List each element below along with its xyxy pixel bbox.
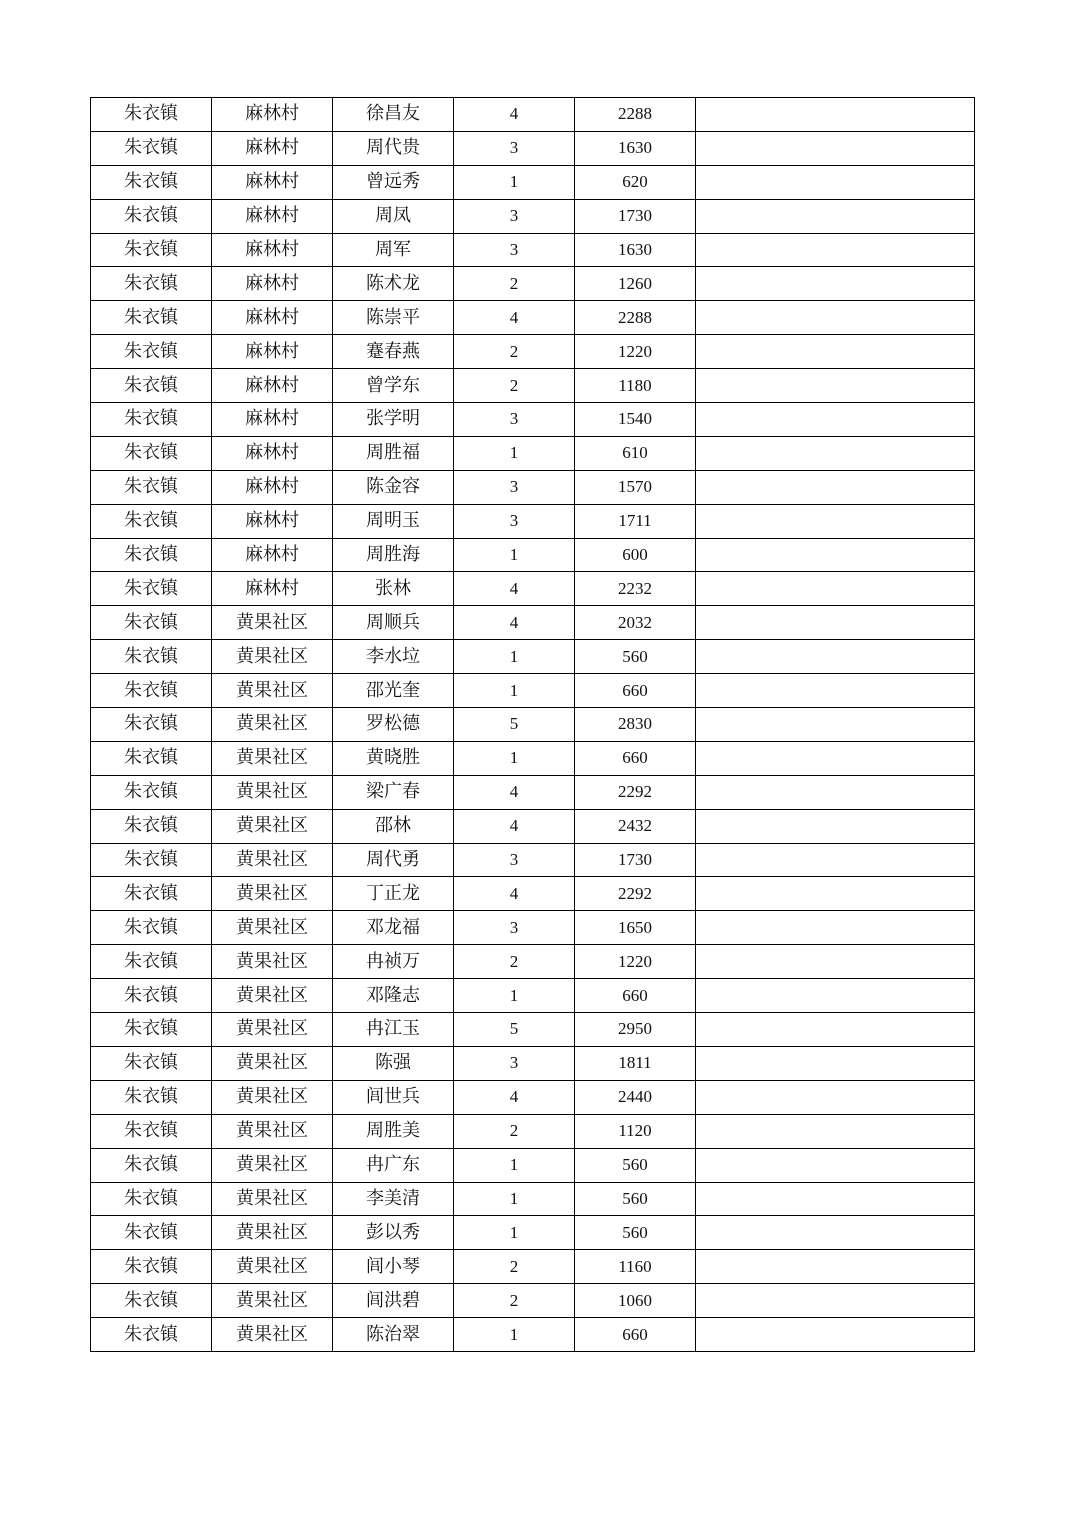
note-cell (696, 504, 975, 538)
note-cell (696, 809, 975, 843)
household-size-cell: 1 (454, 1182, 575, 1216)
household-size-cell: 3 (454, 843, 575, 877)
household-size-cell: 4 (454, 775, 575, 809)
town-cell: 朱衣镇 (91, 233, 212, 267)
household-size-cell: 3 (454, 199, 575, 233)
name-cell: 张学明 (333, 403, 454, 437)
amount-cell: 1730 (575, 199, 696, 233)
town-cell: 朱衣镇 (91, 301, 212, 335)
town-cell: 朱衣镇 (91, 1182, 212, 1216)
amount-cell: 1260 (575, 267, 696, 301)
name-cell: 陈金容 (333, 470, 454, 504)
village-cell: 麻林村 (212, 504, 333, 538)
table-row (91, 877, 975, 911)
town-cell: 朱衣镇 (91, 403, 212, 437)
table-row (91, 708, 975, 742)
amount-cell: 660 (575, 741, 696, 775)
table-row (91, 979, 975, 1013)
table-row (91, 674, 975, 708)
amount-cell: 2232 (575, 572, 696, 606)
amount-cell: 2950 (575, 1013, 696, 1047)
table-row (91, 267, 975, 301)
town-cell: 朱衣镇 (91, 809, 212, 843)
name-cell: 曾学东 (333, 369, 454, 403)
village-cell: 麻林村 (212, 301, 333, 335)
note-cell (696, 131, 975, 165)
village-cell: 麻林村 (212, 98, 333, 132)
note-cell (696, 538, 975, 572)
table-row (91, 1114, 975, 1148)
amount-cell: 2292 (575, 775, 696, 809)
household-size-cell: 2 (454, 1284, 575, 1318)
table-row (91, 1080, 975, 1114)
town-cell: 朱衣镇 (91, 369, 212, 403)
name-cell: 周顺兵 (333, 606, 454, 640)
note-cell (696, 979, 975, 1013)
amount-cell: 1180 (575, 369, 696, 403)
note-cell (696, 1284, 975, 1318)
village-cell: 麻林村 (212, 335, 333, 369)
note-cell (696, 606, 975, 640)
note-cell (696, 741, 975, 775)
note-cell (696, 640, 975, 674)
town-cell: 朱衣镇 (91, 1013, 212, 1047)
name-cell: 邓隆志 (333, 979, 454, 1013)
note-cell (696, 301, 975, 335)
household-size-cell: 4 (454, 877, 575, 911)
name-cell: 黄晓胜 (333, 741, 454, 775)
amount-cell: 2032 (575, 606, 696, 640)
amount-cell: 1540 (575, 403, 696, 437)
town-cell: 朱衣镇 (91, 979, 212, 1013)
household-size-cell: 1 (454, 1318, 575, 1352)
note-cell (696, 1080, 975, 1114)
name-cell: 罗松德 (333, 708, 454, 742)
household-size-cell: 4 (454, 98, 575, 132)
town-cell: 朱衣镇 (91, 131, 212, 165)
village-cell: 黄果社区 (212, 606, 333, 640)
name-cell: 李美清 (333, 1182, 454, 1216)
household-size-cell: 1 (454, 741, 575, 775)
table-row (91, 1148, 975, 1182)
note-cell (696, 403, 975, 437)
town-cell: 朱衣镇 (91, 165, 212, 199)
roster-table (90, 97, 975, 1352)
town-cell: 朱衣镇 (91, 538, 212, 572)
name-cell: 陈治翠 (333, 1318, 454, 1352)
village-cell: 麻林村 (212, 131, 333, 165)
amount-cell: 560 (575, 1148, 696, 1182)
name-cell: 蹇春燕 (333, 335, 454, 369)
name-cell: 周代贵 (333, 131, 454, 165)
table-row (91, 1046, 975, 1080)
amount-cell: 2288 (575, 98, 696, 132)
note-cell (696, 233, 975, 267)
household-size-cell: 2 (454, 1250, 575, 1284)
name-cell: 李水垃 (333, 640, 454, 674)
name-cell: 丁正龙 (333, 877, 454, 911)
table-row (91, 843, 975, 877)
table-row (91, 1216, 975, 1250)
household-size-cell: 4 (454, 1080, 575, 1114)
table-row (91, 1013, 975, 1047)
amount-cell: 2440 (575, 1080, 696, 1114)
village-cell: 麻林村 (212, 267, 333, 301)
table-row (91, 436, 975, 470)
table-row (91, 403, 975, 437)
household-size-cell: 4 (454, 301, 575, 335)
amount-cell: 2432 (575, 809, 696, 843)
town-cell: 朱衣镇 (91, 470, 212, 504)
note-cell (696, 1182, 975, 1216)
town-cell: 朱衣镇 (91, 877, 212, 911)
name-cell: 周凤 (333, 199, 454, 233)
table-row (91, 741, 975, 775)
town-cell: 朱衣镇 (91, 708, 212, 742)
table-row (91, 1318, 975, 1352)
name-cell: 陈崇平 (333, 301, 454, 335)
town-cell: 朱衣镇 (91, 267, 212, 301)
household-size-cell: 2 (454, 945, 575, 979)
town-cell: 朱衣镇 (91, 504, 212, 538)
name-cell: 闾世兵 (333, 1080, 454, 1114)
name-cell: 冉江玉 (333, 1013, 454, 1047)
town-cell: 朱衣镇 (91, 911, 212, 945)
note-cell (696, 945, 975, 979)
household-size-cell: 3 (454, 1046, 575, 1080)
note-cell (696, 1148, 975, 1182)
table-row (91, 369, 975, 403)
village-cell: 黄果社区 (212, 843, 333, 877)
table-row (91, 809, 975, 843)
household-size-cell: 5 (454, 708, 575, 742)
name-cell: 闾小琴 (333, 1250, 454, 1284)
village-cell: 麻林村 (212, 470, 333, 504)
table-row (91, 131, 975, 165)
note-cell (696, 1250, 975, 1284)
name-cell: 邵光奎 (333, 674, 454, 708)
amount-cell: 1220 (575, 945, 696, 979)
village-cell: 黄果社区 (212, 979, 333, 1013)
table-row (91, 335, 975, 369)
name-cell: 邵林 (333, 809, 454, 843)
name-cell: 周胜美 (333, 1114, 454, 1148)
household-size-cell: 4 (454, 606, 575, 640)
note-cell (696, 165, 975, 199)
household-size-cell: 2 (454, 1114, 575, 1148)
note-cell (696, 470, 975, 504)
town-cell: 朱衣镇 (91, 98, 212, 132)
amount-cell: 660 (575, 674, 696, 708)
name-cell: 曾远秀 (333, 165, 454, 199)
note-cell (696, 1013, 975, 1047)
town-cell: 朱衣镇 (91, 1114, 212, 1148)
household-size-cell: 1 (454, 1148, 575, 1182)
village-cell: 麻林村 (212, 369, 333, 403)
note-cell (696, 369, 975, 403)
table-row (91, 165, 975, 199)
village-cell: 黄果社区 (212, 708, 333, 742)
town-cell: 朱衣镇 (91, 1250, 212, 1284)
note-cell (696, 335, 975, 369)
note-cell (696, 775, 975, 809)
village-cell: 黄果社区 (212, 775, 333, 809)
note-cell (696, 674, 975, 708)
table-row (91, 775, 975, 809)
amount-cell: 620 (575, 165, 696, 199)
village-cell: 黄果社区 (212, 1318, 333, 1352)
household-size-cell: 5 (454, 1013, 575, 1047)
household-size-cell: 2 (454, 335, 575, 369)
town-cell: 朱衣镇 (91, 572, 212, 606)
amount-cell: 1711 (575, 504, 696, 538)
town-cell: 朱衣镇 (91, 1080, 212, 1114)
village-cell: 黄果社区 (212, 1148, 333, 1182)
table-row (91, 98, 975, 132)
town-cell: 朱衣镇 (91, 775, 212, 809)
table-row (91, 911, 975, 945)
amount-cell: 660 (575, 979, 696, 1013)
amount-cell: 1650 (575, 911, 696, 945)
town-cell: 朱衣镇 (91, 674, 212, 708)
name-cell: 邓龙福 (333, 911, 454, 945)
village-cell: 麻林村 (212, 436, 333, 470)
name-cell: 梁广春 (333, 775, 454, 809)
village-cell: 黄果社区 (212, 1080, 333, 1114)
amount-cell: 560 (575, 640, 696, 674)
town-cell: 朱衣镇 (91, 199, 212, 233)
town-cell: 朱衣镇 (91, 335, 212, 369)
town-cell: 朱衣镇 (91, 1318, 212, 1352)
table-row (91, 572, 975, 606)
table-row (91, 1284, 975, 1318)
name-cell: 彭以秀 (333, 1216, 454, 1250)
table-row (91, 233, 975, 267)
amount-cell: 1120 (575, 1114, 696, 1148)
name-cell: 周军 (333, 233, 454, 267)
note-cell (696, 1318, 975, 1352)
household-size-cell: 3 (454, 233, 575, 267)
household-size-cell: 3 (454, 911, 575, 945)
town-cell: 朱衣镇 (91, 606, 212, 640)
village-cell: 黄果社区 (212, 945, 333, 979)
village-cell: 麻林村 (212, 199, 333, 233)
name-cell: 周代勇 (333, 843, 454, 877)
village-cell: 黄果社区 (212, 1216, 333, 1250)
note-cell (696, 267, 975, 301)
amount-cell: 2288 (575, 301, 696, 335)
household-size-cell: 4 (454, 572, 575, 606)
table-row (91, 504, 975, 538)
amount-cell: 1630 (575, 131, 696, 165)
village-cell: 黄果社区 (212, 1046, 333, 1080)
name-cell: 周明玉 (333, 504, 454, 538)
village-cell: 黄果社区 (212, 1182, 333, 1216)
table-row (91, 1250, 975, 1284)
amount-cell: 2292 (575, 877, 696, 911)
village-cell: 黄果社区 (212, 911, 333, 945)
table-row (91, 470, 975, 504)
name-cell: 周胜海 (333, 538, 454, 572)
household-size-cell: 3 (454, 403, 575, 437)
village-cell: 黄果社区 (212, 877, 333, 911)
amount-cell: 1160 (575, 1250, 696, 1284)
town-cell: 朱衣镇 (91, 640, 212, 674)
village-cell: 黄果社区 (212, 809, 333, 843)
amount-cell: 2830 (575, 708, 696, 742)
note-cell (696, 843, 975, 877)
amount-cell: 560 (575, 1182, 696, 1216)
town-cell: 朱衣镇 (91, 1216, 212, 1250)
name-cell: 闾洪碧 (333, 1284, 454, 1318)
household-size-cell: 1 (454, 1216, 575, 1250)
note-cell (696, 199, 975, 233)
town-cell: 朱衣镇 (91, 945, 212, 979)
roster-table-body (91, 98, 975, 1352)
name-cell: 冉广东 (333, 1148, 454, 1182)
household-size-cell: 2 (454, 267, 575, 301)
name-cell: 陈强 (333, 1046, 454, 1080)
table-row (91, 1182, 975, 1216)
household-size-cell: 1 (454, 674, 575, 708)
amount-cell: 1630 (575, 233, 696, 267)
town-cell: 朱衣镇 (91, 1284, 212, 1318)
village-cell: 黄果社区 (212, 640, 333, 674)
note-cell (696, 1216, 975, 1250)
name-cell: 冉祯万 (333, 945, 454, 979)
household-size-cell: 3 (454, 470, 575, 504)
note-cell (696, 572, 975, 606)
name-cell: 周胜福 (333, 436, 454, 470)
note-cell (696, 1046, 975, 1080)
table-row (91, 301, 975, 335)
table-row (91, 606, 975, 640)
household-size-cell: 1 (454, 538, 575, 572)
village-cell: 黄果社区 (212, 741, 333, 775)
household-size-cell: 1 (454, 640, 575, 674)
village-cell: 黄果社区 (212, 1013, 333, 1047)
amount-cell: 1811 (575, 1046, 696, 1080)
town-cell: 朱衣镇 (91, 1148, 212, 1182)
household-size-cell: 1 (454, 979, 575, 1013)
village-cell: 黄果社区 (212, 1284, 333, 1318)
name-cell: 陈术龙 (333, 267, 454, 301)
name-cell: 徐昌友 (333, 98, 454, 132)
amount-cell: 610 (575, 436, 696, 470)
note-cell (696, 98, 975, 132)
note-cell (696, 436, 975, 470)
note-cell (696, 911, 975, 945)
village-cell: 麻林村 (212, 165, 333, 199)
town-cell: 朱衣镇 (91, 843, 212, 877)
amount-cell: 1730 (575, 843, 696, 877)
amount-cell: 660 (575, 1318, 696, 1352)
village-cell: 麻林村 (212, 233, 333, 267)
table-row (91, 538, 975, 572)
note-cell (696, 877, 975, 911)
amount-cell: 1060 (575, 1284, 696, 1318)
household-size-cell: 2 (454, 369, 575, 403)
household-size-cell: 4 (454, 809, 575, 843)
village-cell: 麻林村 (212, 572, 333, 606)
village-cell: 黄果社区 (212, 1250, 333, 1284)
village-cell: 麻林村 (212, 538, 333, 572)
town-cell: 朱衣镇 (91, 436, 212, 470)
table-row (91, 199, 975, 233)
table-row (91, 945, 975, 979)
amount-cell: 1220 (575, 335, 696, 369)
village-cell: 麻林村 (212, 403, 333, 437)
household-size-cell: 3 (454, 131, 575, 165)
village-cell: 黄果社区 (212, 1114, 333, 1148)
note-cell (696, 1114, 975, 1148)
household-size-cell: 3 (454, 504, 575, 538)
name-cell: 张林 (333, 572, 454, 606)
town-cell: 朱衣镇 (91, 1046, 212, 1080)
amount-cell: 600 (575, 538, 696, 572)
village-cell: 黄果社区 (212, 674, 333, 708)
town-cell: 朱衣镇 (91, 741, 212, 775)
amount-cell: 1570 (575, 470, 696, 504)
amount-cell: 560 (575, 1216, 696, 1250)
household-size-cell: 1 (454, 436, 575, 470)
household-size-cell: 1 (454, 165, 575, 199)
note-cell (696, 708, 975, 742)
table-row (91, 640, 975, 674)
